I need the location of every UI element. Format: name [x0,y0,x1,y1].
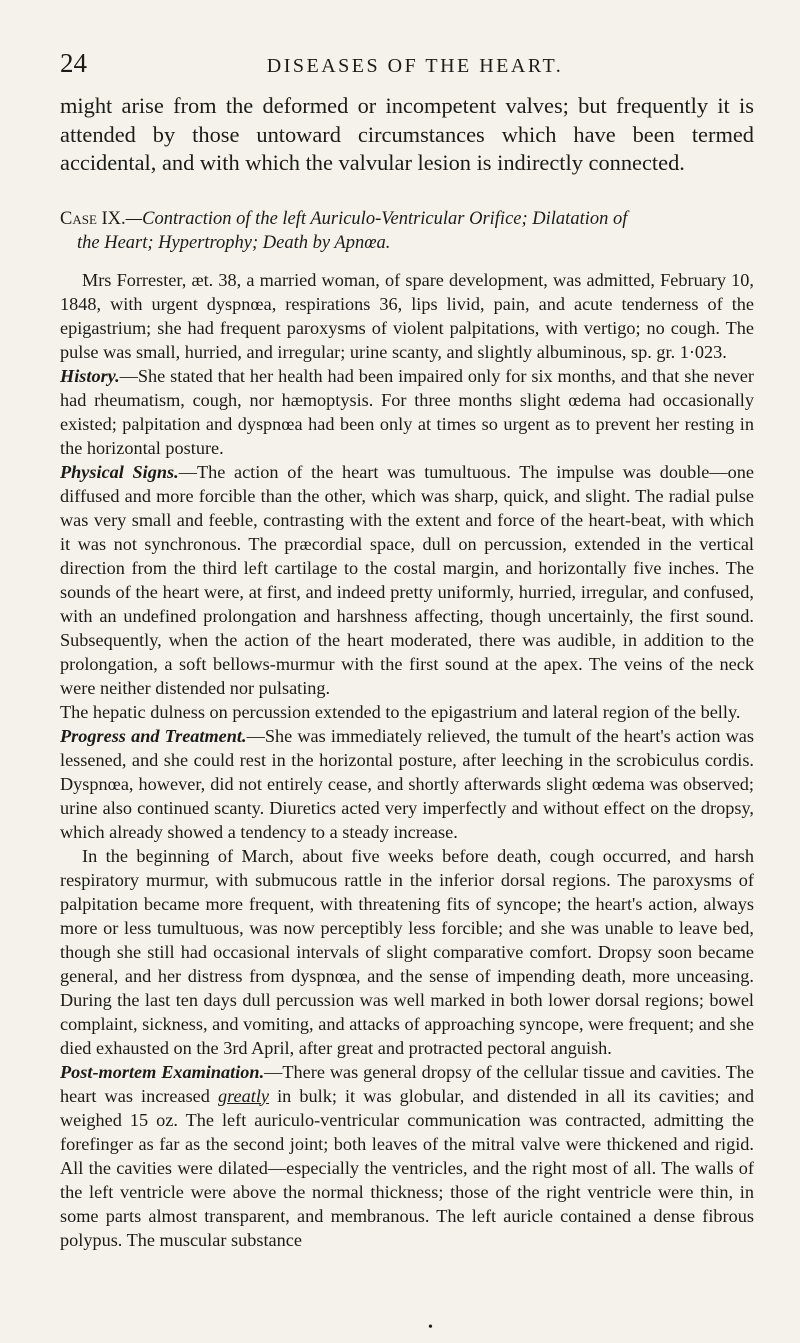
page-header [60,48,750,79]
hepatic-paragraph: The hepatic dulness on percussion extended to the epigastrium and lateral region of the belly. [60,701,741,722]
post-mortem-text-a: —There was general dropsy of the cellular tissue and cavities. The heart was increased [60,1061,754,1106]
post-mortem-text-b: in bulk; it was globular, and distended in all its cavities; and weighed 15 oz. The left auriculo-ventricular communication was contracted, admitting the forefinger as far as the second joint; both leaves of the mitral valve were thickened and rigid. All the cavities were dilated—especially the ventricles, and the right most of all. The walls of the left ventricle were above the normal thickness; those of the right ventricle were thin, in some parts almost transparent, and membranous. The left auricle contained a dense fibrous polypus. The muscular substance [60,1085,754,1250]
body-text [60,92,754,1252]
case-number: Case IX. [60,208,126,229]
post-mortem-paragraph [60,1060,754,1252]
history-text: —She stated that her health had been impaired only for six months, and that she never had rheumatism, cough, nor hæmoptysis. For three months slight œdema had occasionally existed; palpitation and dyspnœa had been only at times so urgent as to prevent her resting in the horizontal posture. [60,365,754,458]
history-label: History. [60,365,120,386]
case-heading [60,207,754,255]
physical-signs-paragraph [60,460,754,700]
physical-signs-text: —The action of the heart was tumultuous. The impulse was double—one diffused and more forcible than the other, which was sharp, quick, and slight. The radial pulse was very small and feeble, contrasting with the extent and force of the heart-beat, with which it was not synchronous. The præcordial space, dull on percussion, extended in the vertical direction from the third left cartilage to the costal margin, and horizontally five inches. The sounds of the heart were, at first, and indeed pretty uniformly, hurried, irregular, and confused, with an undefined prolongation and harshness affecting, though uncertainly, the first sound. Subsequently, when the action of the heart moderated, there was audible, in addition to the prolongation, a soft bellows-murmur with the first sound at the apex. The veins of the neck were neither distended nor pulsating. [60,461,754,698]
admission-paragraph: Mrs Forrester, æt. 38, a married woman, of spare development, was admitted, February 10, 1848, with urgent dyspnœa, respirations 36, lips livid, pain, and acute tenderness of the epigastrium; she had frequent paroxysms of violent palpitations, with vertigo; no cough. The pulse was small, hurried, and irregular; urine scanty, and slightly albuminous, sp. gr. 1·023. [60,269,754,362]
post-mortem-label: Post-mortem Examination. [60,1061,265,1082]
progress-text: —She was immediately relieved, the tumult of the heart's action was lessened, and she could rest in the horizontal posture, after leeching in the scrobiculus cordis. Dyspnœa, however, did not entirely cease, and shortly afterwards slight œdema was observed; urine also continued scanty. Diuretics acted very imperfectly and without effect on the dropsy, which already showed a tendency to a steady increase. [60,725,754,842]
case-title-line2: the Heart; Hypertrophy; Death by Apnœa. [77,232,391,253]
intro-paragraph [60,92,754,178]
physical-signs-label: Physical Signs. [60,461,179,482]
history-paragraph [60,364,754,460]
progress-label: Progress and Treatment. [60,725,247,746]
post-mortem-emphasis: greatly [218,1085,270,1106]
intro-text: might arise from the deformed or incompetent valves; but frequently it is attended by those untoward circumstances which have been termed accidental, and with which the valvular lesion is indirectly connected. [60,93,754,175]
progress-paragraph [60,724,754,844]
case-title-line1: —Contraction of the left Auriculo-Ventricular Orifice; Dilatation of [125,208,628,229]
footer-mark: • [428,1320,433,1335]
running-title: DISEASES OF THE HEART. [266,55,564,77]
march-paragraph: In the beginning of March, about five weeks before death, cough occurred, and harsh respiratory murmur, with submucous rattle in the inferior dorsal regions. The paroxysms of palpitation became more frequent, with threatening fits of syncope; the heart's action, always more or less tumultuous, was now perceptibly less forcible; and she was unable to leave bed, though she still had occasional intervals of slight comparative comfort. Dropsy soon became general, and her distress from dyspnœa, and the sense of impending death, more unceasing. During the last ten days dull percussion was well marked in both lower dorsal regions; bowel complaint, sickness, and vomiting, and attacks of approaching syncope, were frequent; and she died exhausted on the 3rd April, after great and protracted pectoral anguish. [60,845,754,1058]
page-number: 24 [60,48,87,78]
